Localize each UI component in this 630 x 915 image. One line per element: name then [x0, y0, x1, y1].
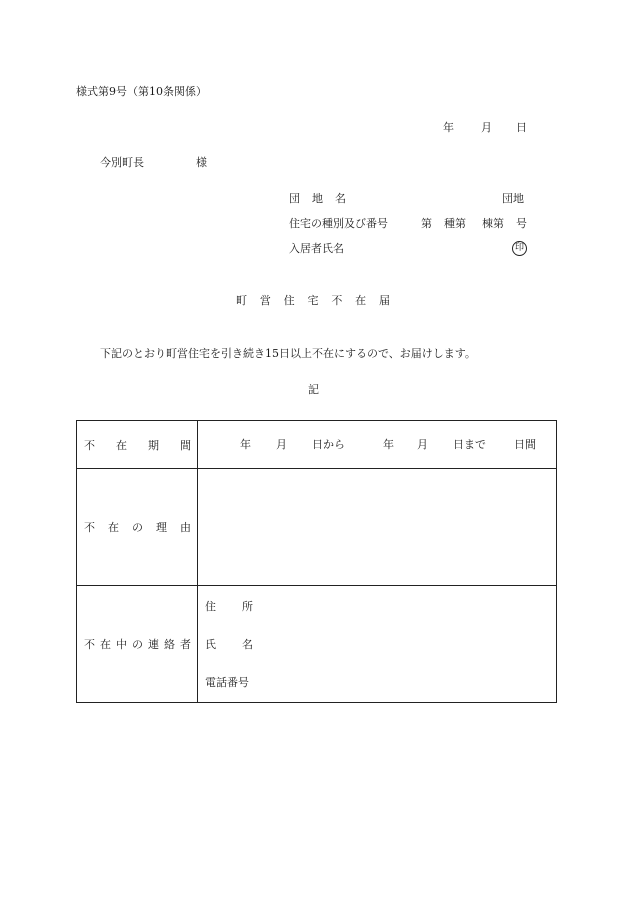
name-label-2: 名	[242, 638, 253, 651]
danchi-label: 団 地 名	[289, 192, 346, 205]
period-label: 不 在 期 間	[84, 438, 191, 452]
period-row	[77, 421, 557, 469]
from-month: 月	[276, 437, 287, 451]
to-month: 月	[417, 437, 428, 451]
contact-row	[77, 586, 557, 703]
date-day: 日	[516, 121, 527, 134]
absence-table	[76, 420, 557, 703]
date-month: 月	[481, 121, 492, 134]
period-value-cell[interactable]	[198, 421, 557, 469]
phone-label: 電話番号	[205, 676, 249, 689]
form-number: 様式第9号（第10条関係）	[76, 85, 207, 98]
seal-mark	[512, 241, 527, 256]
danchi-suffix: 団地	[502, 192, 524, 205]
reason-row	[77, 469, 557, 586]
from-day: 日から	[312, 437, 345, 451]
contact-phone-line[interactable]	[198, 663, 556, 701]
addressee-honorific: 様	[196, 156, 207, 169]
from-year: 年	[240, 437, 251, 451]
housing-label: 住宅の種別及び番号	[289, 217, 388, 230]
date-year: 年	[443, 121, 454, 134]
contact-name-line[interactable]	[198, 625, 556, 663]
housing-part-class: 第	[421, 217, 432, 230]
contact-label: 不 在 中 の 連 絡 者	[84, 638, 191, 651]
to-year: 年	[383, 437, 394, 451]
resident-label: 入居者氏名	[289, 242, 344, 255]
contact-address-line[interactable]	[198, 587, 556, 625]
housing-part-number: 号	[516, 217, 527, 230]
reason-label: 不 在 の 理 由	[84, 521, 191, 534]
document-title: 町 営 住 宅 不 在 届	[236, 294, 390, 307]
housing-part-kind: 種第	[444, 217, 466, 230]
body-text: 下記のとおり町営住宅を引き続き15日以上不在にするので、お届けします。	[100, 347, 476, 360]
address-label-2: 所	[242, 600, 253, 613]
housing-part-building: 棟第	[482, 217, 504, 230]
name-label-1: 氏	[205, 638, 216, 651]
reason-label-cell	[77, 469, 198, 586]
seal-icon: 印	[512, 241, 527, 256]
total-days: 日間	[514, 437, 536, 451]
period-fields	[198, 422, 556, 468]
ki-label: 記	[308, 383, 319, 396]
addressee-name: 今別町長	[100, 156, 144, 169]
period-label-cell	[77, 421, 198, 469]
to-day: 日まで	[453, 437, 486, 451]
contact-label-cell	[77, 586, 198, 703]
address-label-1: 住	[205, 600, 216, 613]
reason-value-cell[interactable]	[198, 469, 557, 586]
contact-value-cell[interactable]	[198, 586, 557, 703]
